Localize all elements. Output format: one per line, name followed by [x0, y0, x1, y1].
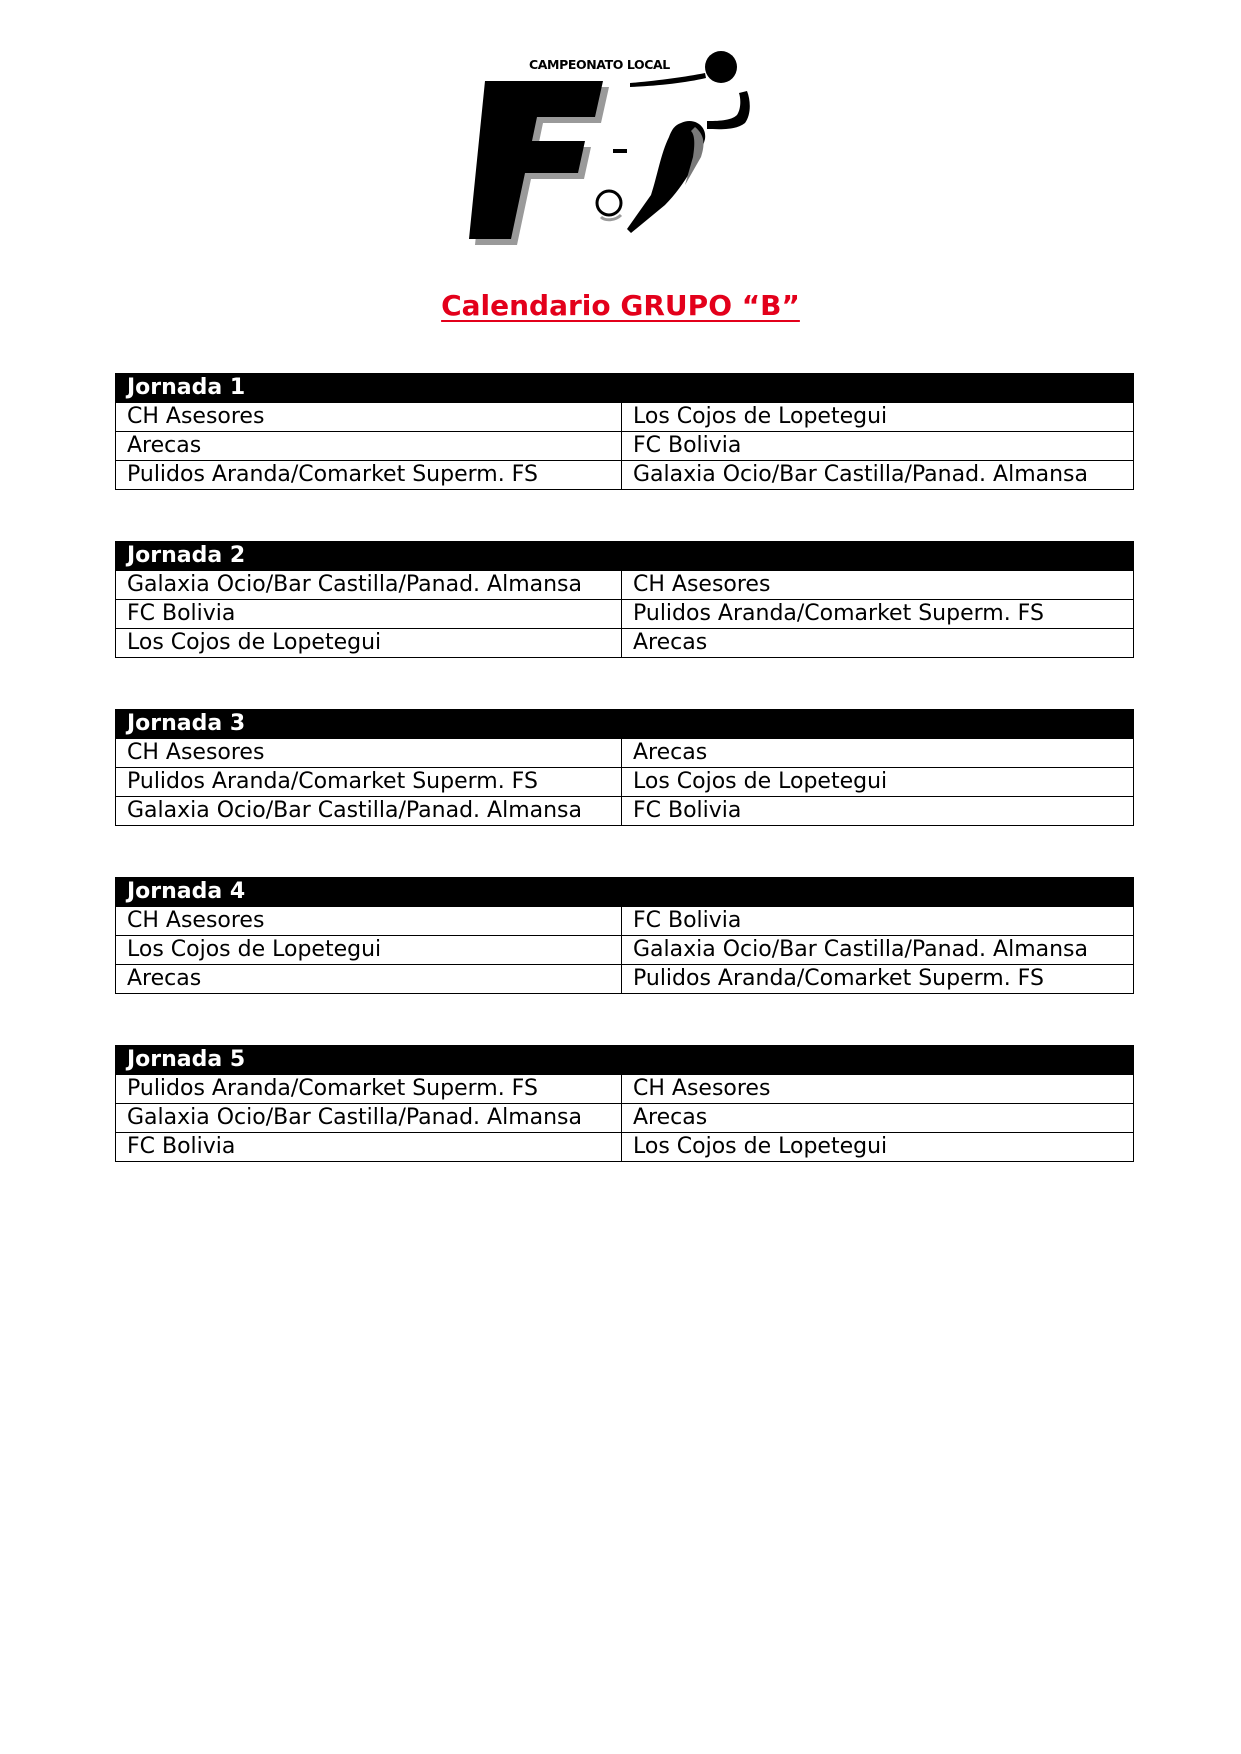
match-row — [116, 571, 1134, 600]
round-table-1 — [115, 373, 1134, 490]
round-table-5 — [115, 1045, 1134, 1162]
round-table-4 — [115, 877, 1134, 994]
match-row — [116, 936, 1134, 965]
home-team: CH Asesores — [116, 403, 622, 432]
match-row — [116, 797, 1134, 826]
home-team: Galaxia Ocio/Bar Castilla/Panad. Almansa — [116, 571, 622, 600]
round-header: Jornada 2 — [116, 542, 1134, 571]
round-header: Jornada 5 — [116, 1046, 1134, 1075]
round-header: Jornada 4 — [116, 878, 1134, 907]
home-team: Arecas — [116, 432, 622, 461]
round-table-2 — [115, 541, 1134, 658]
match-row — [116, 600, 1134, 629]
home-team: CH Asesores — [116, 907, 622, 936]
round-header: Jornada 3 — [116, 710, 1134, 739]
home-team: Pulidos Aranda/Comarket Superm. FS — [116, 1075, 622, 1104]
logo-caption: CAMPEONATO LOCAL — [529, 57, 670, 72]
match-row — [116, 403, 1134, 432]
match-row — [116, 1133, 1134, 1162]
home-team: FC Bolivia — [116, 600, 622, 629]
away-team: CH Asesores — [622, 571, 1134, 600]
match-row — [116, 461, 1134, 490]
away-team: Galaxia Ocio/Bar Castilla/Panad. Almansa — [622, 461, 1134, 490]
away-team: Arecas — [622, 1104, 1134, 1133]
away-team: Los Cojos de Lopetegui — [622, 403, 1134, 432]
match-row — [116, 629, 1134, 658]
away-team: Arecas — [622, 629, 1134, 658]
match-row — [116, 965, 1134, 994]
home-team: Los Cojos de Lopetegui — [116, 629, 622, 658]
page-title — [0, 288, 1241, 324]
away-team: FC Bolivia — [622, 432, 1134, 461]
away-team: Los Cojos de Lopetegui — [622, 1133, 1134, 1162]
home-team: FC Bolivia — [116, 1133, 622, 1162]
away-team: FC Bolivia — [622, 907, 1134, 936]
round-header: Jornada 1 — [116, 374, 1134, 403]
match-row — [116, 1104, 1134, 1133]
match-row — [116, 1075, 1134, 1104]
home-team: Galaxia Ocio/Bar Castilla/Panad. Almansa — [116, 1104, 622, 1133]
home-team: Galaxia Ocio/Bar Castilla/Panad. Almansa — [116, 797, 622, 826]
page-title-text: Calendario GRUPO “B” — [441, 289, 800, 322]
home-team: CH Asesores — [116, 739, 622, 768]
away-team: Los Cojos de Lopetegui — [622, 768, 1134, 797]
home-team: Pulidos Aranda/Comarket Superm. FS — [116, 461, 622, 490]
away-team: FC Bolivia — [622, 797, 1134, 826]
home-team: Los Cojos de Lopetegui — [116, 936, 622, 965]
away-team: CH Asesores — [622, 1075, 1134, 1104]
match-row — [116, 432, 1134, 461]
home-team: Pulidos Aranda/Comarket Superm. FS — [116, 768, 622, 797]
away-team: Galaxia Ocio/Bar Castilla/Panad. Almansa — [622, 936, 1134, 965]
round-table-3 — [115, 709, 1134, 826]
home-team: Arecas — [116, 965, 622, 994]
match-row — [116, 768, 1134, 797]
tournament-logo — [455, 45, 800, 250]
away-team: Pulidos Aranda/Comarket Superm. FS — [622, 600, 1134, 629]
match-row — [116, 907, 1134, 936]
away-team: Pulidos Aranda/Comarket Superm. FS — [622, 965, 1134, 994]
match-row — [116, 739, 1134, 768]
away-team: Arecas — [622, 739, 1134, 768]
